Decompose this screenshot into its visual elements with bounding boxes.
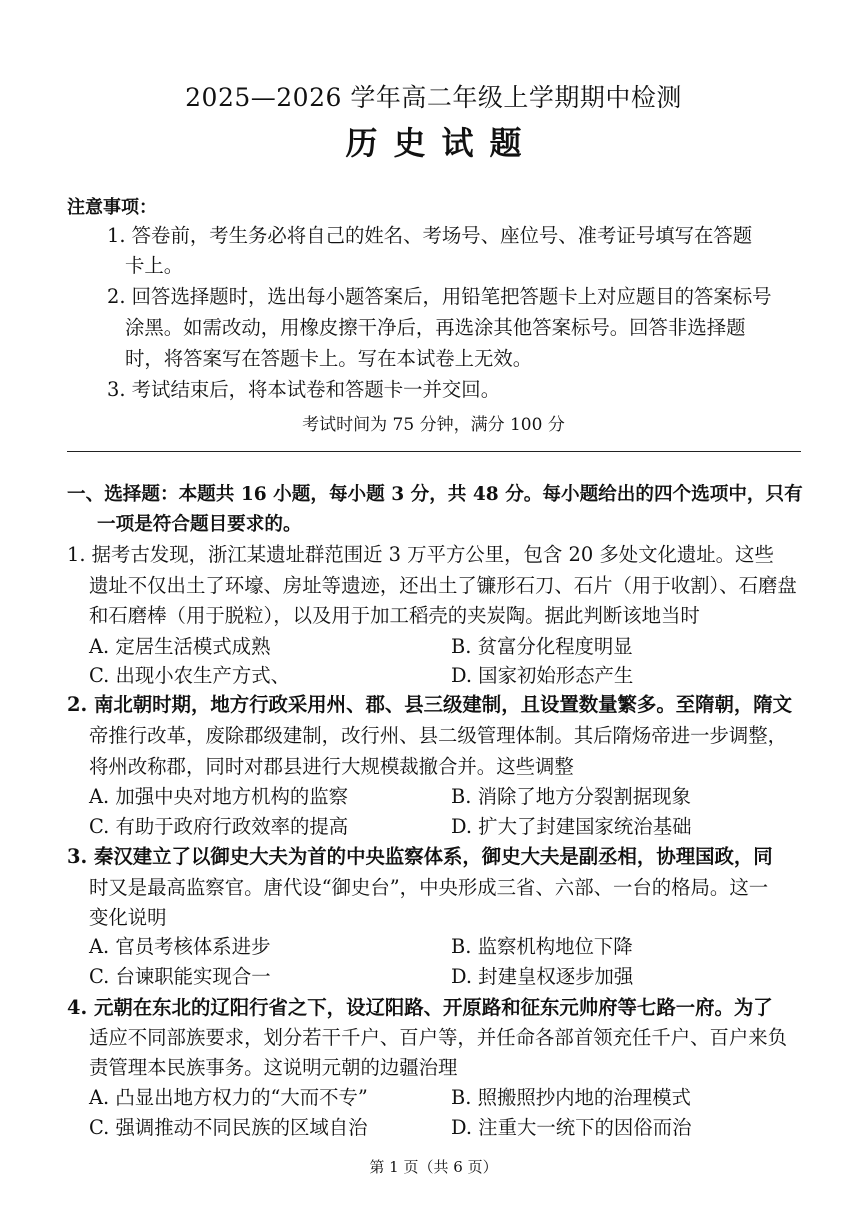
page-number-footer: 第 1 页（共 6 页） [369,1158,498,1176]
question-2-option-c: C. 有助于政府行政效率的提高 [89,815,349,838]
section-heading: 一项是符合题目要求的。 [97,514,302,535]
notes-heading: 注意事项： [67,197,157,218]
note-line: 卡上。 [125,254,184,277]
divider-line [67,451,801,452]
subject-title: 历史试题 [345,124,538,162]
note-line: 2. 回答选择题时，选出每小题答案后，用铅笔把答题卡上对应题目的答案标号 [107,285,772,308]
exam-title: 2025—2026 学年高二年级上学期期中检测 [185,83,682,112]
question-1-option-a: A. 定居生活模式成熟 [89,635,271,658]
question-2-line: 将州改称郡，同时对郡县进行大规模裁撤合并。这些调整 [89,755,574,778]
question-2-option-a: A. 加强中央对地方机构的监察 [89,785,349,808]
exam-time-info: 考试时间为 75 分钟，满分 100 分 [302,415,565,435]
question-4-option-a: A. 凸显出地方权力的“大而不专” [89,1086,368,1109]
question-3-line: 3. 秦汉建立了以御史大夫为首的中央监察体系，御史大夫是副丞相，协理国政，同 [67,845,773,868]
question-3-option-b: B. 监察机构地位下降 [451,935,633,958]
question-3-option-d: D. 封建皇权逐步加强 [451,965,634,988]
question-2-line: 2. 南北朝时期，地方行政采用州、郡、县三级建制，且设置数量繁多。至隋朝，隋文 [67,693,793,716]
section-heading: 一、选择题：本题共 16 小题，每小题 3 分，共 48 分。每小题给出的四个选项中，只有 [67,484,803,505]
question-1-option-c: C. 出现小农生产方式、 [89,664,290,687]
question-4-option-c: C. 强调推动不同民族的区域自治 [89,1116,368,1139]
note-line: 时，将答案写在答题卡上。写在本试卷上无效。 [125,347,533,370]
question-4-line: 4. 元朝在东北的辽阳行省之下，设辽阳路、开原路和征东元帅府等七路一府。为了 [67,996,773,1019]
note-line: 3. 考试结束后，将本试卷和答题卡一并交回。 [107,378,501,401]
question-4-line: 适应不同部族要求，划分若干千户、百户等，并任命各部首领充任千户、百户来负 [89,1026,788,1049]
question-1-option-b: B. 贫富分化程度明显 [451,635,633,658]
question-1-line: 和石磨棒（用于脱粒），以及用于加工稻壳的夹炭陶。据此判断该地当时 [89,604,700,627]
question-2-option-b: B. 消除了地方分裂割据现象 [451,785,691,808]
note-line: 涂黑。如需改动，用橡皮擦干净后，再选涂其他答案标号。回答非选择题 [125,316,746,339]
question-3-line: 时又是最高监察官。唐代设“御史台”，中央形成三省、六部、一台的格局。这一 [89,876,769,899]
question-3-line: 变化说明 [89,906,167,929]
question-3-option-a: A. 官员考核体系进步 [89,935,271,958]
question-4-line: 责管理本民族事务。这说明元朝的边疆治理 [89,1056,458,1079]
question-3-option-c: C. 台谏职能实现合一 [89,965,271,988]
question-2-line: 帝推行改革，废除郡级建制，改行州、县二级管理体制。其后隋炀帝进一步调整， [89,724,788,747]
question-2-option-d: D. 扩大了封建国家统治基础 [451,815,692,838]
question-1-line: 1. 据考古发现，浙江某遗址群范围近 3 万平方公里，包含 20 多处文化遗址。这些 [67,543,774,566]
question-1-line: 遗址不仅出土了环壕、房址等遗迹，还出土了镰形石刀、石片（用于收割）、石磨盘 [89,574,797,597]
question-4-option-b: B. 照搬照抄内地的治理模式 [451,1086,691,1109]
question-4-option-d: D. 注重大一统下的因俗而治 [451,1116,692,1139]
question-1-option-d: D. 国家初始形态产生 [451,664,634,687]
note-line: 1. 答卷前，考生务必将自己的姓名、考场号、座位号、准考证号填写在答题 [107,224,753,247]
